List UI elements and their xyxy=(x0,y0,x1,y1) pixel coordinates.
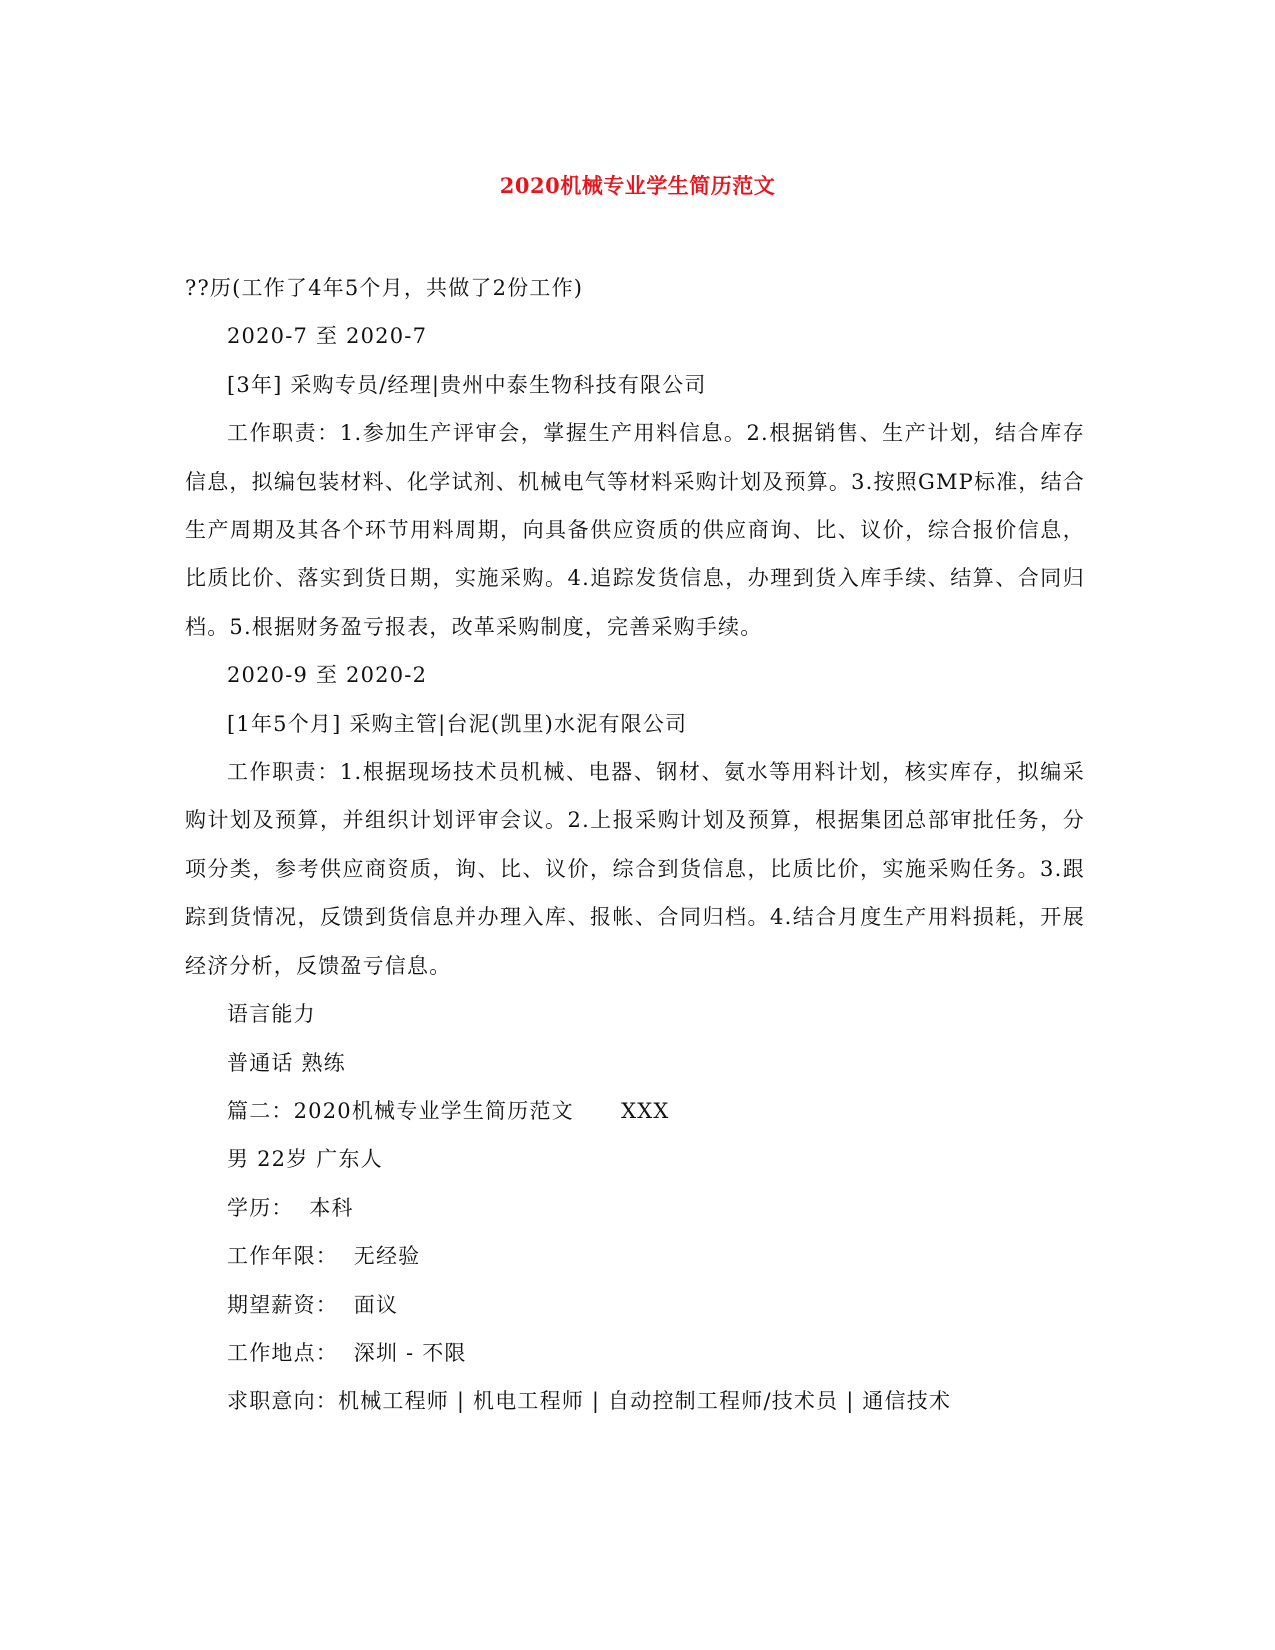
job-intention-line: 求职意向：机械工程师 | 机电工程师 | 自动控制工程师/技术员 | 通信技术 xyxy=(227,1389,952,1414)
work-history-heading: ??历(工作了4年5个月，共做了2份工作) xyxy=(185,276,584,300)
job1-duties: 工作职责：1.参加生产评审会，掌握生产用料信息。2.根据销售、生产计划，结合库存信息，拟编包装材料、化学试剂、机械电气等材料采购计划及预算。3.按照GMP标准，结合生产周期及其各个环节用料周期，向具备供应资质的供应商询、比、议价，综合报价信息，比质比价、落实到货日期，实施采购。4.追踪发货信息，办理到货入库手续、结算、合同归档。5.根据财务盈亏报表，改革采购制度，完善采购手续。 xyxy=(185,421,1085,639)
document-title: 2020机械专业学生简历范文 xyxy=(499,173,776,198)
job1-position: [3年] 采购专员/经理|贵州中泰生物科技有限公司 xyxy=(227,372,707,397)
language-heading: 语言能力 xyxy=(227,1002,316,1027)
experience-line: 工作年限： 无经验 xyxy=(227,1244,421,1269)
salary-line: 期望薪资： 面议 xyxy=(227,1292,399,1317)
section2-heading: 篇二：2020机械专业学生简历范文 XXX xyxy=(227,1098,670,1123)
document-body xyxy=(185,264,1085,1426)
personal-info: 男 22岁 广东人 xyxy=(227,1147,383,1172)
job1-date-range: 2020-7 至 2020-7 xyxy=(227,324,428,349)
job2-position: [1年5个月] 采购主管|台泥(凯里)水泥有限公司 xyxy=(227,711,688,736)
location-line: 工作地点： 深圳 - 不限 xyxy=(227,1340,467,1365)
language-mandarin: 普通话 熟练 xyxy=(227,1050,346,1075)
education-line: 学历： 本科 xyxy=(227,1195,354,1220)
job2-date-range: 2020-9 至 2020-2 xyxy=(227,663,428,688)
job2-duties: 工作职责：1.根据现场技术员机械、电器、钢材、氨水等用料计划，核实库存，拟编采购计划及预算，并组织计划评审会议。2.上报采购计划及预算，根据集团总部审批任务，分项分类，参考供应商资质，询、比、议价，综合到货信息，比质比价，实施采购任务。3.跟踪到货情况，反馈到货信息并办理入库、报帐、合同归档。4.结合月度生产用料损耗，开展经济分析，反馈盈亏信息。 xyxy=(185,760,1085,978)
